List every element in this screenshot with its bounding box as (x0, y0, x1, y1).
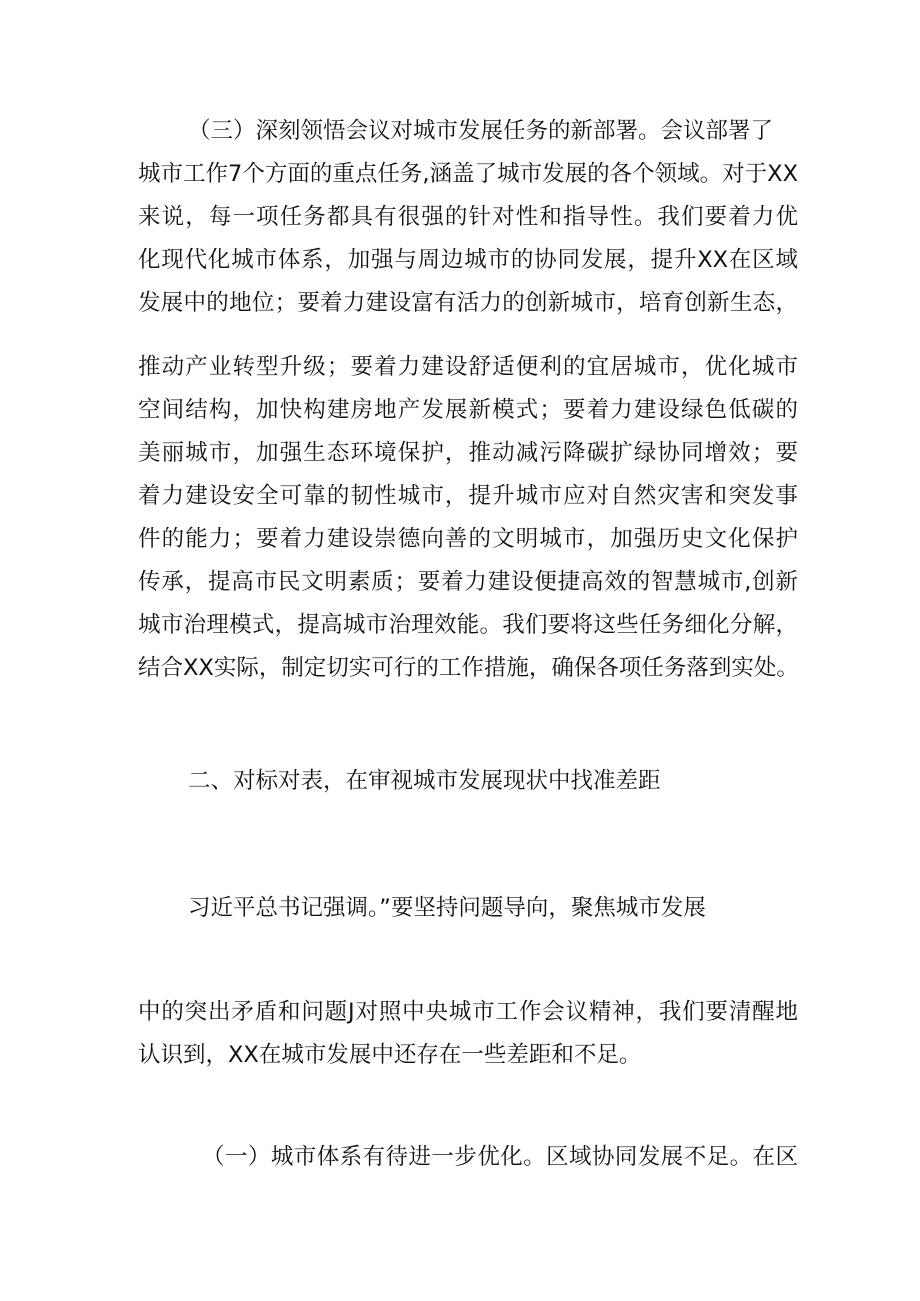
paragraph-line: 传承，提高市民文明素质；要着力建设便捷高效的智慧城市,创新 (138, 569, 798, 595)
paragraph-line: 化现代化城市体系，加强与周边城市的协同发展，提升XX在区域 (138, 247, 798, 273)
paragraph-line: 来说，每一项任务都具有很强的针对性和指导性。我们要着力优 (138, 204, 798, 230)
paragraph-line: （三）深刻领悟会议对城市发展任务的新部署。会议部署了 (188, 118, 774, 144)
paragraph-line: 中的突出矛盾和问题J对照中央城市工作会议精神，我们要清醒地 (138, 999, 798, 1025)
section-heading: 二、对标对表，在审视城市发展现状中找准差距 (188, 768, 661, 794)
paragraph-line: 着力建设安全可靠的韧性城市，提升城市应对自然灾害和突发事 (138, 483, 798, 509)
paragraph-line: 城市工作7个方面的重点任务,涵盖了城市发展的各个领域。对于XX (138, 161, 798, 187)
paragraph-line: 空间结构，加快构建房地产发展新模式；要着力建设绿色低碳的 (138, 397, 798, 423)
subsection-line: （一）城市体系有待进一步优化。区域协同发展不足。在区 (202, 1144, 798, 1170)
paragraph-line: 城市治理模式，提高城市治理效能。我们要将这些任务细化分解， (138, 612, 798, 638)
quote-line: 习近平总书记强调。”要坚持问题导向，聚焦城市发展 (188, 895, 706, 921)
paragraph-line: 推动产业转型升级；要着力建设舒适便利的宜居城市，优化城市 (138, 354, 798, 380)
paragraph-line: 结合XX实际，制定切实可行的工作措施，确保各项任务落到实处。 (138, 655, 799, 681)
paragraph-line: 件的能力；要着力建设崇德向善的文明城市，加强历史文化保护 (138, 526, 798, 552)
paragraph-line: 认识到，XX在城市发展中还存在一些差距和不足。 (138, 1042, 642, 1068)
paragraph-line: 发展中的地位；要着力建设富有活力的创新城市，培育创新生态， (138, 290, 798, 316)
paragraph-line: 美丽城市，加强生态环境保护，推动减污降碳扩绿协同增效；要 (138, 440, 798, 466)
